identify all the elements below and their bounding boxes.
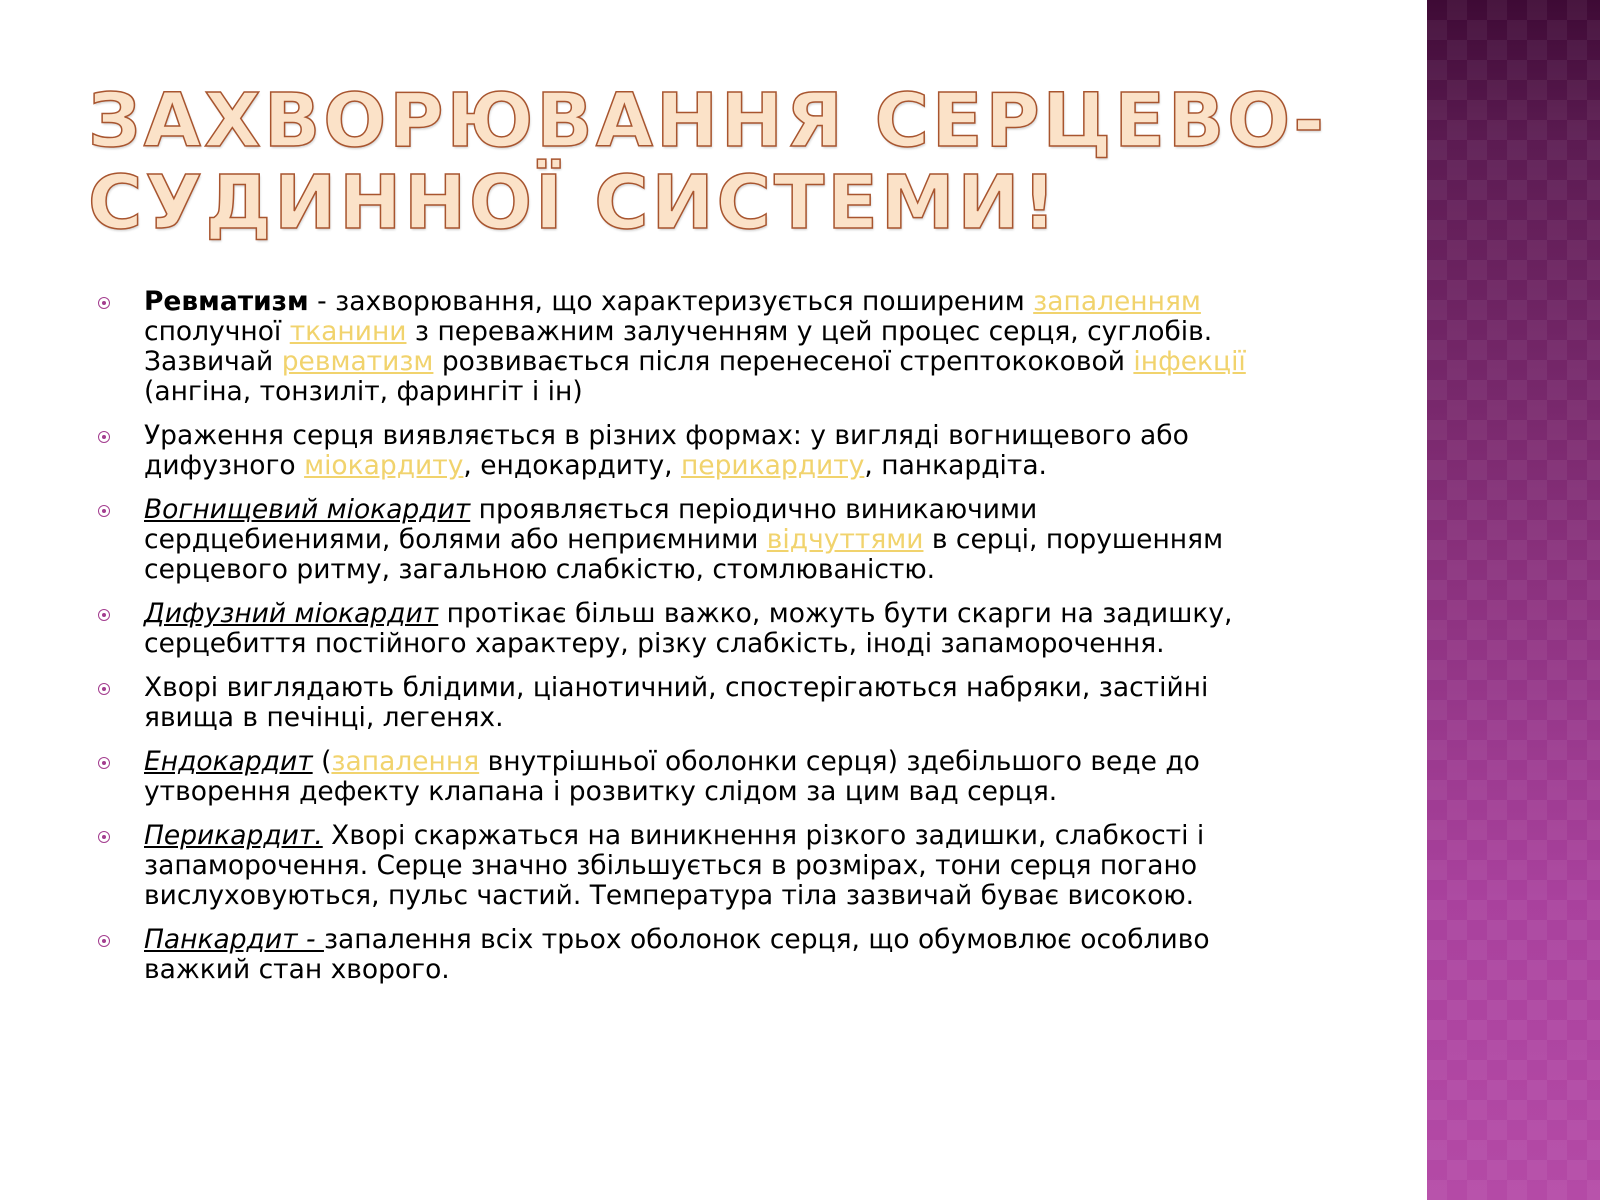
term-diffuse-myocarditis: Дифузний міокардит (144, 598, 439, 629)
link-sensations[interactable]: відчуттями (766, 524, 924, 555)
text: , ендокардиту, (463, 450, 681, 481)
link-infection[interactable]: інфекції (1133, 346, 1246, 377)
link-inflammation[interactable]: запаленням (1033, 286, 1201, 317)
text: (ангіна, тонзиліт, фарингіт і ін) (144, 376, 583, 407)
text: , панкардіта. (864, 450, 1047, 481)
text: сполучної (144, 316, 290, 347)
bullet-list (96, 287, 1276, 999)
bullet-item-diffuse-myocarditis (96, 599, 1276, 659)
text: ( (312, 746, 332, 777)
circle-dot-bullet-icon (98, 431, 110, 443)
text: проявляється періодично виникаючими сердцебиениями, болями або неприємними (144, 494, 1038, 555)
circle-dot-bullet-icon (98, 297, 110, 309)
text: в серці, порушенням серцевого ритму, загальною слабкістю, стомлюваністю. (144, 524, 1224, 585)
text: внутрішньої оболонки серця) здебільшого веде до утворення дефекту клапана і розвитку слідом за цим вад серця. (144, 746, 1200, 807)
text: запалення всіх трьох оболонок серця, що обумовлює особливо важкий стан хворого. (144, 924, 1210, 985)
link-inflammation-2[interactable]: запалення (331, 746, 480, 777)
text: протікає більш важко, можуть бути скарги на задишку, серцебиття постійного характеру, різку слабкість, іноді запаморочення. (144, 598, 1233, 659)
circle-dot-bullet-icon (98, 757, 110, 769)
text: Хворі скаржаться на виникнення різкого задишки, слабкості і запаморочення. Серце значно збільшується в розмірах, тони серця погано вислуховуються, пульс частий. Температура тіла зазвичай буває високою. (144, 820, 1205, 911)
circle-dot-bullet-icon (98, 935, 110, 947)
bullet-item-pancarditis (96, 925, 1276, 985)
decorative-side-band (1427, 0, 1600, 1200)
text: розвивається після перенесеної стрептококовой (433, 346, 1134, 377)
circle-dot-bullet-icon (98, 505, 110, 517)
circle-dot-bullet-icon (98, 683, 110, 695)
text: з переважним залученням у цей процес серця, суглобів. Зазвичай (144, 316, 1213, 377)
bullet-item-rheumatism (96, 287, 1276, 407)
term-rheumatism: Ревматизм (144, 286, 309, 317)
link-pericarditis[interactable]: перикардиту (680, 450, 865, 481)
slide-title: ЗАХВОРЮВАННЯ СЕРЦЕВО-СУДИННОЇ СИСТЕМИ! (88, 78, 1327, 246)
term-endocarditis: Ендокардит (144, 746, 313, 777)
text: Ураження серця виявляється в різних формах: у вигляді вогнищевого або дифузного (144, 420, 1189, 481)
bullet-item-symptoms (96, 673, 1276, 733)
term-pericarditis: Перикардит. (144, 820, 323, 851)
link-myocarditis[interactable]: міокардиту (304, 450, 464, 481)
term-pancarditis: Панкардит - (144, 924, 324, 955)
bullet-item-focal-myocarditis (96, 495, 1276, 585)
text: Хворі виглядають блідими, ціанотичний, спостерігаються набряки, застійні явища в печінці, легенях. (144, 672, 1209, 733)
circle-dot-bullet-icon (98, 831, 110, 843)
text: - захворювання, що характеризується поширеним (308, 286, 1034, 317)
bullet-item-heart-damage (96, 421, 1276, 481)
term-focal-myocarditis: Вогнищевий міокардит (144, 494, 471, 525)
circle-dot-bullet-icon (98, 609, 110, 621)
link-rheumatism[interactable]: ревматизм (281, 346, 434, 377)
bullet-item-pericarditis (96, 821, 1276, 911)
link-tissue[interactable]: тканини (289, 316, 407, 347)
bullet-item-endocarditis (96, 747, 1276, 807)
